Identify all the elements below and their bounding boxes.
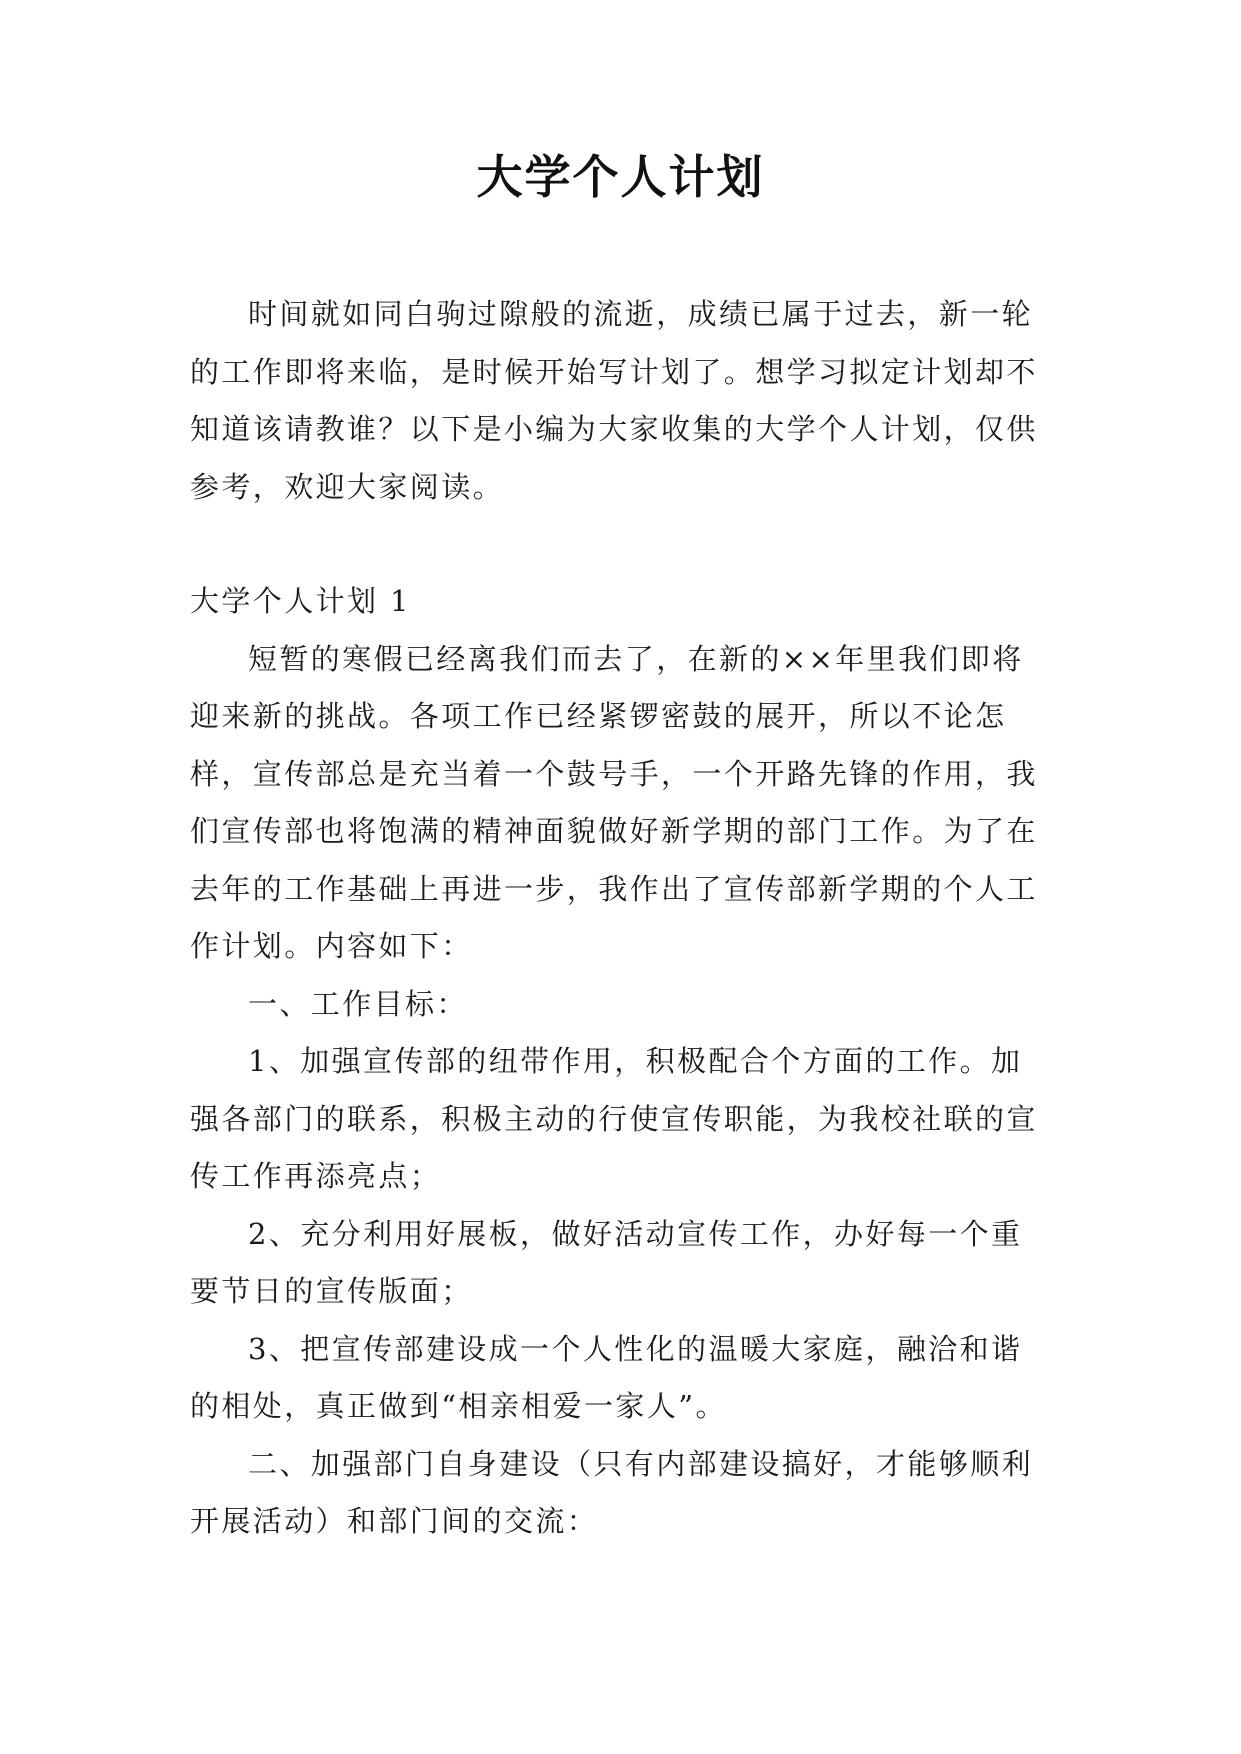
body-paragraph: 一、工作目标： [248,986,468,1021]
body-paragraph: 短暂的寒假已经离我们而去了，在新的××年里我们即将迎来新的挑战。各项工作已经紧锣密鼓的展开，所以不论怎样，宣传部总是充当着一个鼓号手，一个开路先锋的作用，我们宣传部也将饱满的精神面貌做好新学期的部门工作。为了在去年的工作基础上再进一步，我作出了宣传部新学期的个人工作计划。内容如下： [190,641,1038,963]
document-title: 大学个人计划 [476,150,765,204]
body-paragraph: 1、加强宣传部的纽带作用，积极配合个方面的工作。加强各部门的联系，积极主动的行使宣传职能，为我校社联的宣传工作再添亮点； [190,1044,1038,1193]
intro-paragraph: 时间就如同白驹过隙般的流逝，成绩已属于过去，新一轮的工作即将来临，是时候开始写计划了。想学习拟定计划却不知道该请教谁？以下是小编为大家收集的大学个人计划，仅供参考，欢迎大家阅读。 [190,297,1038,504]
body-paragraph: 二、加强部门自身建设（只有内部建设搞好，才能够顺利开展活动）和部门间的交流： [190,1446,1034,1538]
body-paragraph: 3、把宣传部建设成一个人性化的温暖大家庭，融洽和谐的相处，真正做到“相亲相爱一家人”。 [190,1331,1023,1423]
document-body [190,286,1050,1551]
body-paragraph: 2、充分利用好展板，做好活动宣传工作，办好每一个重要节日的宣传版面； [190,1216,1023,1308]
paragraph-spacer [190,516,1050,573]
section-heading: 大学个人计划 1 [190,584,411,618]
